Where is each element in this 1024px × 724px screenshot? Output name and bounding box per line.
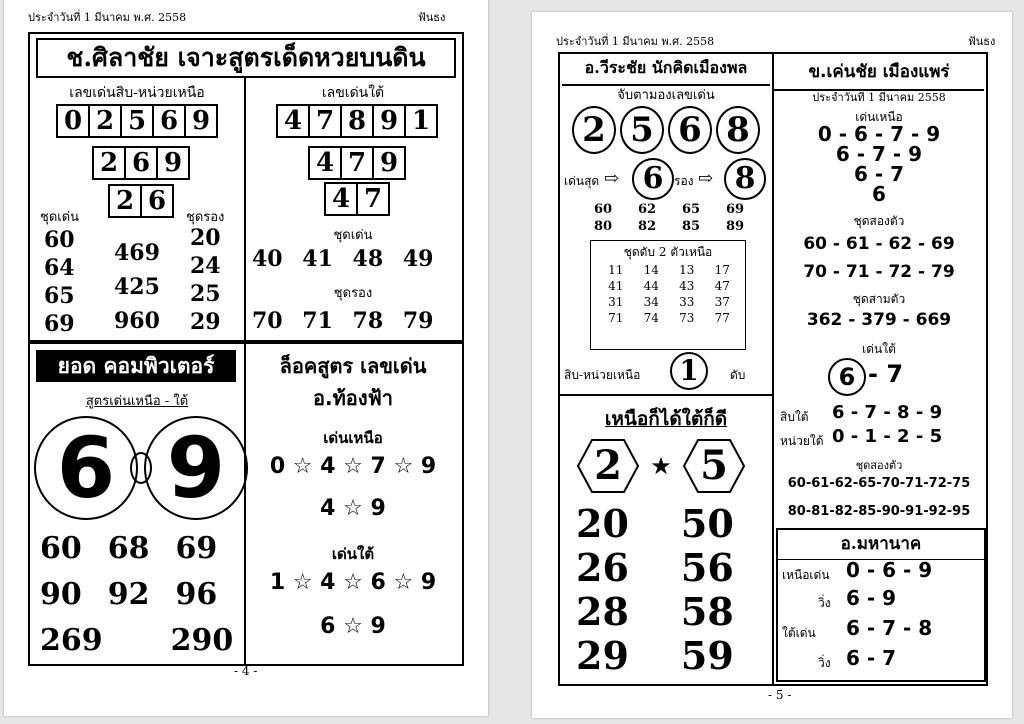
hex-left-value: 2 xyxy=(594,442,622,489)
upper-set-number: 74 xyxy=(643,311,659,325)
ken-date: ประจำวันที่ 1 มีนาคม 2558 xyxy=(812,91,946,104)
best-label: เด่นสุด xyxy=(564,174,600,188)
second-label: รอง xyxy=(674,174,694,188)
maha-run1-label: วิ่ง xyxy=(818,596,831,610)
bottom-digit3-2: 9 xyxy=(372,146,406,180)
pairs-big xyxy=(576,502,734,678)
upper-set-number: 37 xyxy=(714,295,730,309)
pair-number: 20 xyxy=(576,501,629,546)
vira-pairs xyxy=(584,202,754,234)
big-left-circle: 6 xyxy=(34,416,138,520)
lock-title: ล็อคสูตร เลขเด่น xyxy=(279,354,427,378)
top-digit-0: 0 xyxy=(56,104,90,138)
top-digit2-0: 2 xyxy=(108,184,142,218)
top-digit-3: 6 xyxy=(152,104,186,138)
vira-pair: 89 xyxy=(725,219,745,234)
vira-bottom-rule xyxy=(560,394,772,396)
unit-label: สิบ-หน่วยเหนือ xyxy=(564,368,641,382)
pair-number: 28 xyxy=(576,589,629,634)
upper-set-number: 43 xyxy=(679,279,695,293)
north-row2: 4 ☆ 9 xyxy=(320,496,386,521)
col-c-item-3: 29 xyxy=(190,309,221,335)
silachai-section xyxy=(28,32,464,342)
star-icon: ★ xyxy=(650,452,672,480)
bottom-set-second: 70 71 78 79 xyxy=(252,308,434,334)
vira-circle-2: 6 xyxy=(668,106,712,154)
bottom-label: เลขเด่นใต้ xyxy=(321,85,385,101)
second-circle: 8 xyxy=(724,158,766,200)
maha-north-label: เหนือเด่น xyxy=(782,568,830,582)
bottom-digit3-0: 4 xyxy=(308,146,342,180)
unit-circle: 1 xyxy=(670,352,708,390)
bottom-digit2-0: 4 xyxy=(324,182,358,216)
best-arrow: ⇨ xyxy=(604,168,620,189)
col-c-item-2: 25 xyxy=(190,281,221,307)
three-set-line: 362 - 379 - 669 xyxy=(806,310,952,330)
upper-set-number: 31 xyxy=(608,295,624,309)
north-south-title: เหนือก็ได้ใต้ก็ดี xyxy=(604,408,728,430)
top-digits-5 xyxy=(56,104,216,138)
bottom-digits-5 xyxy=(276,104,436,138)
ken-north-line-3: 6 xyxy=(872,182,886,206)
south-rest: - 7 xyxy=(868,360,904,388)
bottom-digit-0: 4 xyxy=(276,104,310,138)
upper-set xyxy=(601,263,737,325)
silachai-title: ช.ศิลาชัย เจาะสูตรเด็ดหวยบนดิน xyxy=(36,38,456,78)
upper-set-number: 11 xyxy=(608,263,624,277)
bottom-digit-3: 9 xyxy=(372,104,406,138)
top-digit-1: 2 xyxy=(88,104,122,138)
col-a-item-3: 69 xyxy=(44,311,75,337)
right-frame xyxy=(558,52,988,686)
grid-number: 290 xyxy=(170,623,234,658)
maha-south: 6 - 7 - 8 xyxy=(846,616,933,640)
grid-row-0 xyxy=(40,526,233,572)
maha-north: 0 - 6 - 9 xyxy=(846,558,933,582)
col-c xyxy=(190,224,221,336)
grid-number: 68 xyxy=(107,531,150,566)
ken-north-label: เด่นเหนือ xyxy=(855,110,903,124)
col-c-item-0: 20 xyxy=(190,225,221,251)
bottom-digit-1: 7 xyxy=(308,104,342,138)
top-digit2-1: 6 xyxy=(140,184,174,218)
north-label: เด่นเหนือ xyxy=(323,429,383,447)
col-a-item-0: 60 xyxy=(44,227,75,253)
upper-set-number: 41 xyxy=(608,279,624,293)
col-b-item-0: 469 xyxy=(114,240,160,266)
pair-number: 59 xyxy=(680,633,734,678)
pair-number: 50 xyxy=(680,501,734,546)
upper-set-number: 44 xyxy=(643,279,659,293)
col-a-item-1: 64 xyxy=(44,255,75,281)
three-set-label: ชุดสามตัว xyxy=(852,292,906,306)
grid-number: 60 xyxy=(40,531,82,566)
bottom-digit3-1: 7 xyxy=(340,146,374,180)
maha-run1: 6 - 9 xyxy=(846,586,897,610)
maha-south-label: ใต้เด่น xyxy=(782,626,816,640)
two-set-line-0: 60 - 61 - 62 - 69 xyxy=(803,234,955,254)
pair-number: 58 xyxy=(680,589,734,634)
bottom-digit-2: 8 xyxy=(340,104,374,138)
top-label: เลขเด่นสิบ-หน่วยเหนือ xyxy=(69,85,205,101)
two-set-line-1: 60-61-62-65-70-71-72-75 xyxy=(787,476,971,491)
grid-number: 92 xyxy=(107,577,150,612)
vira-pair: 82 xyxy=(637,219,657,234)
unit-south: 0 - 1 - 2 - 5 xyxy=(832,426,943,447)
right-page-number: - 5 - xyxy=(768,688,792,702)
big-right-circle: 9 xyxy=(144,416,248,520)
two-set-label-2: ชุดสองตัว xyxy=(855,459,903,472)
set-second-label: ชุดรอง xyxy=(186,210,225,225)
col-b xyxy=(114,236,160,338)
south-row2: 6 ☆ 9 xyxy=(320,614,386,639)
right-header-date: ประจำวันที่ 1 มีนาคม พ.ศ. 2558 xyxy=(556,35,715,48)
ken-north-line-2: 6 - 7 xyxy=(853,162,905,186)
ten-south-label: สิบใต้ xyxy=(780,410,809,424)
pair-row-2 xyxy=(576,590,734,634)
vira-pair: 62 xyxy=(637,202,657,217)
upper-set-box xyxy=(590,240,746,350)
col-c-item-1: 24 xyxy=(190,253,221,279)
right-page xyxy=(532,12,1012,718)
top-digit-4: 9 xyxy=(184,104,218,138)
left-header-date: ประจำวันที่ 1 มีนาคม พ.ศ. 2558 xyxy=(28,11,187,24)
bottom-digit2-1: 7 xyxy=(356,182,390,216)
pair-row-3 xyxy=(576,634,734,678)
top-digit3-2: 9 xyxy=(156,146,190,180)
col-a xyxy=(44,226,75,338)
maha-title: อ.มหานาค xyxy=(778,530,984,560)
vira-circle-3: 8 xyxy=(716,106,760,154)
upper-set-number: 17 xyxy=(714,263,730,277)
grid-row-2 xyxy=(40,618,233,664)
ken-north-lines xyxy=(774,124,984,204)
pair-number: 26 xyxy=(576,545,629,590)
upper-set-number: 47 xyxy=(714,279,730,293)
top-digit3-1: 6 xyxy=(124,146,158,180)
two-set-label: ชุดสองตัว xyxy=(853,214,905,228)
south-circle: 6 xyxy=(828,358,866,396)
second-arrow: ⇨ xyxy=(698,168,714,189)
bottom-set-second-label: ชุดรอง xyxy=(333,286,373,301)
vira-pair: 80 xyxy=(593,219,613,234)
bottom-digit-4: 1 xyxy=(404,104,438,138)
vira-pair: 85 xyxy=(681,219,701,234)
maha-run2: 6 - 7 xyxy=(846,646,897,670)
col-b-item-1: 425 xyxy=(114,274,160,300)
vira-pair: 69 xyxy=(725,202,745,217)
vira-circle-0: 2 xyxy=(572,106,616,154)
pair-row-0 xyxy=(576,502,734,546)
pair-number: 29 xyxy=(576,633,629,678)
knot-ornament xyxy=(130,452,152,484)
unit-south-label: หน่วยใต้ xyxy=(780,434,824,448)
hex-right-value: 5 xyxy=(700,442,728,489)
south-row1: 1 ☆ 4 ☆ 6 ☆ 9 xyxy=(269,570,437,595)
vira-circle-1: 5 xyxy=(620,106,664,154)
vira-sub: จับตามองเลขเด่น xyxy=(617,88,715,103)
upper-set-number: 14 xyxy=(643,263,659,277)
upper-set-number: 71 xyxy=(608,311,624,325)
ken-north-line-1: 6 - 7 - 9 xyxy=(835,142,923,166)
two-set-line-1: 70 - 71 - 72 - 79 xyxy=(803,262,955,282)
left-page xyxy=(4,0,488,716)
left-page-number: - 4 - xyxy=(234,664,258,678)
maha-box xyxy=(776,528,986,682)
ten-south: 6 - 7 - 8 - 9 xyxy=(832,402,943,423)
vira-pair: 60 xyxy=(593,202,613,217)
south-label: เด่นใต้ xyxy=(331,545,375,563)
grid-number: 96 xyxy=(175,577,218,612)
north-row1: 0 ☆ 4 ☆ 7 ☆ 9 xyxy=(269,454,437,479)
grid-number: 269 xyxy=(40,623,103,658)
upper-set-number: 73 xyxy=(679,311,695,325)
upper-set-label: ชุดดับ 2 ตัวเหนือ xyxy=(623,245,713,259)
top-digit3-0: 2 xyxy=(92,146,126,180)
bottom-set-main-label: ชุดเด่น xyxy=(333,228,373,243)
left-header-brand: ฟันธง xyxy=(418,11,446,24)
pair-number: 56 xyxy=(680,545,734,590)
set-main-label: ชุดเด่น xyxy=(40,210,80,225)
south-label: เด่นใต้ xyxy=(862,342,896,356)
bottom-digits-2 xyxy=(324,182,388,216)
top-digit-2: 5 xyxy=(120,104,154,138)
upper-set-number: 13 xyxy=(679,263,695,277)
col-b-item-2: 960 xyxy=(114,308,160,334)
two-set-lines xyxy=(774,230,984,286)
unit-suffix: ดับ xyxy=(730,368,746,382)
top-digits-2 xyxy=(108,184,172,218)
bottom-set-main: 40 41 48 49 xyxy=(252,246,434,272)
maha-run2-label: วิ่ง xyxy=(818,656,831,670)
top-digits-3 xyxy=(92,146,188,180)
upper-set-number: 77 xyxy=(714,311,730,325)
upper-set-number: 33 xyxy=(679,295,695,309)
lower-section xyxy=(28,342,464,666)
bottom-digits-3 xyxy=(308,146,404,180)
lock-author: อ.ท้องฟ้า xyxy=(313,386,393,410)
ken-north-line-0: 0 - 6 - 7 - 9 xyxy=(817,122,941,146)
best-circle: 6 xyxy=(632,158,674,200)
grid-row-1 xyxy=(40,572,233,618)
formula-label: สูตรเด่นเหนือ - ใต้ xyxy=(85,394,189,409)
two-set-line-2: 80-81-82-85-90-91-92-95 xyxy=(787,504,971,519)
vira-pair: 65 xyxy=(681,202,701,217)
upper-set-number: 34 xyxy=(643,295,659,309)
vira-title: อ.วีระชัย นักคิดเมืองพล xyxy=(562,56,770,86)
col-a-item-2: 65 xyxy=(44,283,75,309)
grid-numbers xyxy=(40,526,233,664)
computer-banner: ยอด คอมพิวเตอร์ xyxy=(36,350,236,382)
grid-number: 69 xyxy=(175,531,218,566)
grid-number: 90 xyxy=(40,577,82,612)
right-header-brand: ฟันธง xyxy=(968,35,996,48)
ken-title: ข.เค่นชัย เมืองแพร่ xyxy=(774,58,984,91)
pair-row-1 xyxy=(576,546,734,590)
